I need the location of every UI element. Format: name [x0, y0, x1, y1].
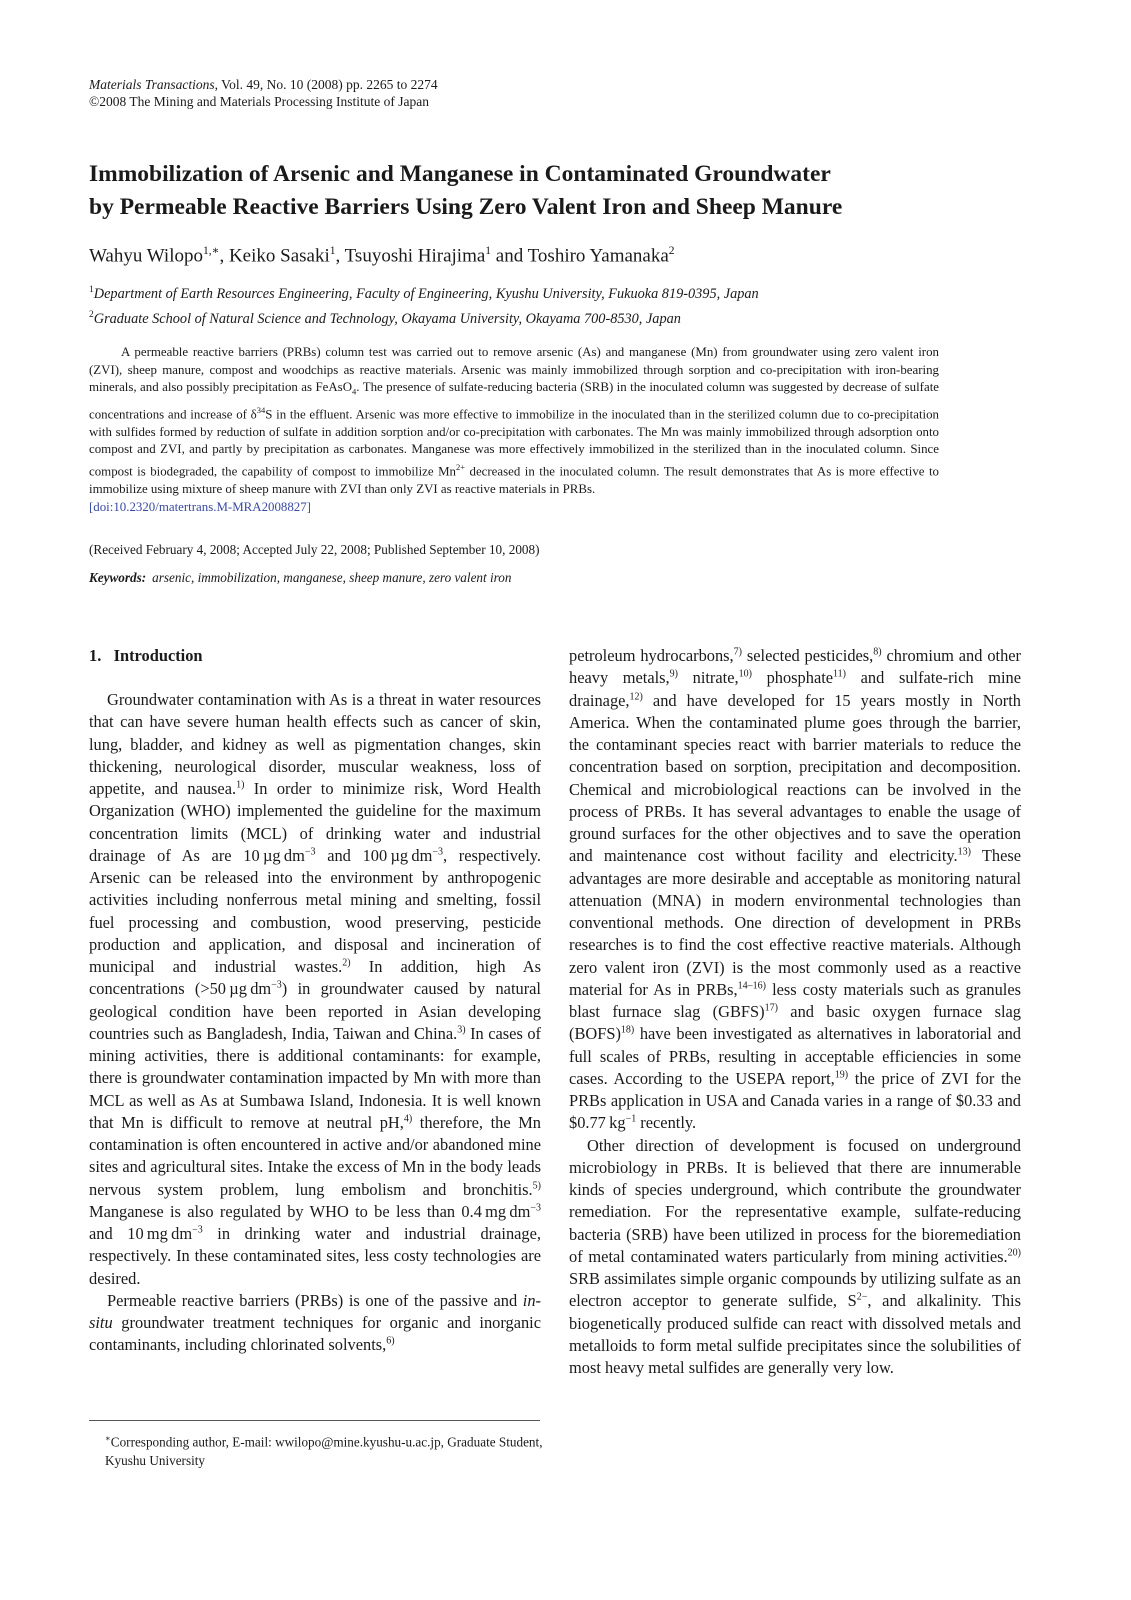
subscript: 4	[352, 386, 357, 397]
title-line-1: Immobilization of Arsenic and Manganese in Contaminated Groundwater	[89, 161, 831, 187]
publication-history: (Received February 4, 2008; Accepted July 22, 2008; Published September 10, 2008)	[89, 542, 540, 557]
superscript: −1	[625, 1113, 637, 1125]
author-name: Toshiro Yamanaka	[527, 245, 669, 267]
author-name: Keiko Sasaki	[228, 245, 330, 267]
journal-header	[89, 76, 438, 110]
reference-mark: 1)	[236, 779, 245, 791]
abstract	[89, 344, 939, 517]
section-number: 1.	[89, 646, 102, 665]
author-name: Wahyu Wilopo	[89, 245, 203, 267]
title-line-2: by Permeable Reactive Barriers Using Zero Valent Iron and Sheep Manure	[89, 194, 843, 220]
reference-mark: 10)	[738, 668, 752, 680]
section-title: Introduction	[113, 646, 203, 665]
reference-mark: 2)	[342, 957, 351, 969]
reference-mark: 5)	[532, 1180, 541, 1192]
author-list: Wahyu Wilopo$^{1,∗}$, Keiko Sasaki$^1$, Tsuyoshi Hirajima$^1$ and Toshiro Yamanaka$^2$	[89, 245, 675, 267]
text: Other direction of development is focused on underground microbiology in PRBs. It is believed that there are innumerable kinds of species underground, which contribute the groundwater remediation. For the representative example, sulfate-reducing bacteria (SRB) have been utilized in process for the bioremediation of metal contaminated waters particularly from mining activities.	[569, 1135, 1021, 1266]
reference-mark: 13)	[957, 846, 971, 858]
text: the price of ZVI for the PRBs application in USA and Canada varies in a range of $0.33 and $0.77 kg	[569, 1068, 1021, 1133]
keywords-list: arsenic, immobilization, manganese, sheep manure, zero valent iron	[152, 570, 512, 585]
right-column	[569, 645, 1021, 1379]
footnote-mark: ∗	[105, 1433, 111, 1443]
text: recently.	[636, 1113, 697, 1133]
text: and basic oxygen furnace slag (BOFS)	[569, 1002, 1021, 1044]
keywords-label: Keywords:	[89, 570, 147, 585]
footnote-text: Corresponding author, E-mail: wwilopo@mine.kyushu-u.ac.jp, Graduate Student, Kyushu University	[105, 1434, 543, 1469]
reference-mark: 4)	[403, 1113, 413, 1125]
affiliation	[89, 280, 759, 305]
affiliation-mark: 1	[89, 285, 94, 295]
affiliation-list	[89, 280, 759, 330]
text: and 100 µg dm	[315, 845, 433, 865]
affiliation-text: Department of Earth Resources Engineering, Faculty of Engineering, Kyushu University, Fukuoka 819-0395, Japan	[93, 285, 759, 302]
text: have been investigated as alternatives in laboratorial and full scales of PRBs, resulting in acceptable efficiencies in some cases. According to the USEPA report,	[569, 1024, 1021, 1088]
text: selected pesticides,	[742, 646, 874, 665]
text: , respectively. Arsenic can be released into the environment by anthropogenic activities including nonferrous metal mining and smelting, fossil fuel processing and combustion, wood preserving, pesticide production and application, and disposal and incineration of municipal and industrial wastes.	[89, 845, 541, 976]
footnote-divider	[89, 1420, 540, 1421]
superscript: −3	[530, 1202, 541, 1214]
abstract-text	[89, 344, 939, 499]
journal-name: Materials Transactions	[89, 77, 215, 92]
text: Groundwater contamination with As is a threat in water resources that can have severe human health effects such as cancer of skin, lung, bladder, and kidney as well as pigmentation changes, skin thickening, neurological disorder, muscular weakness, loss of appetite, and nausea.	[89, 690, 541, 798]
keywords	[89, 570, 511, 586]
affiliation-text: Graduate School of Natural Science and Technology, Okayama University, Okayama 700-8530, Japan	[93, 310, 681, 327]
text: These advantages are more desirable and acceptable as monitoring natural attenuation (MNA) in modern environmental technologies than conventional methods. One direction of development in PRBs researches is to find the cost effective reactive materials. Although zero valent iron (ZVI) is the most commonly used as a reactive material for As in PRBs,	[569, 846, 1021, 999]
superscript: 2−	[856, 1291, 868, 1303]
left-column	[89, 645, 541, 1357]
superscript: 2+	[456, 462, 466, 473]
journal-citation	[89, 76, 438, 93]
text: In addition, high As concentrations (>50 µg dm	[89, 957, 542, 999]
doi-link[interactable]: [doi:10.2320/matertrans.M-MRA2008827]	[89, 499, 311, 514]
text: SRB assimilates simple organic compounds by utilizing sulfate as an electron acceptor to generate sulfide, S	[569, 1269, 1021, 1311]
affiliation	[89, 305, 759, 330]
reference-mark: 17)	[764, 1002, 778, 1014]
footnote	[105, 1429, 545, 1470]
superscript: −3	[432, 846, 443, 858]
reference-mark: 7)	[733, 646, 742, 658]
author-name: Tsuyoshi Hirajima	[344, 245, 486, 267]
text: and 10 mg dm	[89, 1224, 193, 1243]
volume-pages: , Vol. 49, No. 10 (2008) pp. 2265 to 2274	[214, 77, 438, 92]
reference-mark: 3)	[457, 1024, 466, 1036]
text: In order to minimize risk, Word Health Organization (WHO) implemented the guideline for the maximum concentration limits (MCL) of drinking water and industrial drainage of As are 10 µg dm	[89, 779, 541, 865]
text: Manganese is also regulated by WHO to be less than 0.4 mg dm	[89, 1201, 531, 1221]
text: chromium and other heavy metals,	[569, 646, 1022, 688]
abstract-segment: S in the effluent. Arsenic was more effective to immobilize in the inoculated than in the sterilized column due to co-precipitation with sulfides formed by reduction of sulfate in addition sorption and/or co-precipitation with carbonates. The Mn was mainly immobilized through adsorption onto compost and ZVI, and partly by precipitation as carbonates. Manganese was more effectively immobilized in the sterilized than in the inoculated column. Since compost is biodegraded, the capability of compost to immobilize Mn	[89, 406, 939, 479]
abstract-segment: A permeable reactive barriers (PRBs) column test was carried out to remove arsenic (As) and manganese (Mn) from groundwater using zero valent iron (ZVI), sheep manure, compost and woodchips as reactive materials. Arsenic was mainly immobilized through sorption and co-precipitation with iron-bearing minerals, and also possibly precipitation as FeAsO	[89, 345, 939, 395]
text: in drinking water and industrial drainage, respectively. In these contaminated sites, less costy technologies are desired.	[89, 1224, 541, 1288]
copyright-line: ©2008 The Mining and Materials Processing Institute of Japan	[89, 94, 429, 109]
author-affiliation-mark: 1	[329, 245, 336, 257]
body-paragraph	[89, 689, 541, 1290]
author-affiliation-mark: 1	[485, 245, 492, 257]
reference-mark: 11)	[833, 668, 847, 680]
superscript: −3	[304, 846, 316, 858]
text: Permeable reactive barriers (PRBs) is one of the passive and	[107, 1290, 523, 1310]
text: petroleum hydrocarbons,	[569, 646, 734, 665]
text: ) in groundwater caused by natural geological condition have been reported in Asian developing countries such as Bangladesh, India, Taiwan and China.	[89, 979, 541, 1043]
reference-mark: 6)	[386, 1335, 395, 1347]
text: , and alkalinity. This biogenetically produced sulfide can react with dissolved metals and metalloids to form metal sulfide precipitates since the solubilities of most heavy metal sulfides are generally very low.	[569, 1291, 1021, 1377]
reference-mark: 19)	[834, 1069, 849, 1081]
text: therefore, the Mn contamination is often encountered in active and/or abandoned mine sites and agricultural sites. Intake the excess of Mn in the body leads nervous system problem, lung embolism and bronchitis.	[89, 1112, 542, 1199]
text: nitrate,	[678, 668, 739, 688]
text: and sulfate-rich mine drainage,	[569, 668, 1021, 710]
superscript: 34	[256, 404, 266, 415]
text: phosphate	[751, 668, 834, 688]
superscript: −3	[192, 1224, 203, 1236]
text: In cases of mining activities, there is additional contaminants: for example, there is groundwater contamination impacted by Mn with more than MCL as well as As at Sumbawa Island, Indonesia. It is well known that Mn is difficult to remove at neutral pH,	[89, 1023, 541, 1132]
abstract-segment: . The presence of sulfate-reducing bacteria (SRB) in the inoculated column was suggested by decrease of sulfate concentrations and increase of δ	[89, 380, 939, 421]
reference-mark: 8)	[873, 646, 882, 658]
reference-mark: 12)	[629, 691, 643, 703]
affiliation-mark: 2	[89, 309, 94, 320]
reference-mark: 9)	[669, 668, 678, 680]
reference-mark: 18)	[620, 1024, 635, 1036]
section-heading	[89, 645, 541, 667]
reference-mark: 20)	[1007, 1247, 1021, 1259]
text: less costy materials such as granules blast furnace slag (GBFS)	[569, 979, 1021, 1021]
body-paragraph	[89, 1290, 541, 1357]
italic-term: in-situ	[89, 1290, 541, 1332]
reference-mark: 14–16)	[737, 980, 767, 992]
abstract-segment: decreased in the inoculated column. The result demonstrates that As is more effective to immobilize using mixture of sheep manure with ZVI than only ZVI as reactive materials in PRBs.	[89, 464, 939, 497]
superscript: −3	[271, 979, 282, 991]
text: and have developed for 15 years mostly in North America. When the contaminated plume goes through the barrier, the contaminant species react with barrier materials to reduce the concentration based on sorption, precipitation and decomposition. Chemical and microbiological reactions can be involved in the process of PRBs. It has several advantages to enable the usage of ground surfaces for the other objectives and to save the operation and maintenance cost without facility and electricity.	[569, 690, 1021, 866]
author-affiliation-mark: 1,∗	[202, 245, 220, 257]
body-paragraph-continued	[569, 645, 1021, 1135]
author-affiliation-mark: 2	[668, 245, 675, 257]
body-paragraph	[569, 1135, 1021, 1380]
text: groundwater treatment techniques for organic and inorganic contaminants, including chlorinated solvents,	[89, 1313, 541, 1355]
article-title	[89, 158, 1049, 224]
